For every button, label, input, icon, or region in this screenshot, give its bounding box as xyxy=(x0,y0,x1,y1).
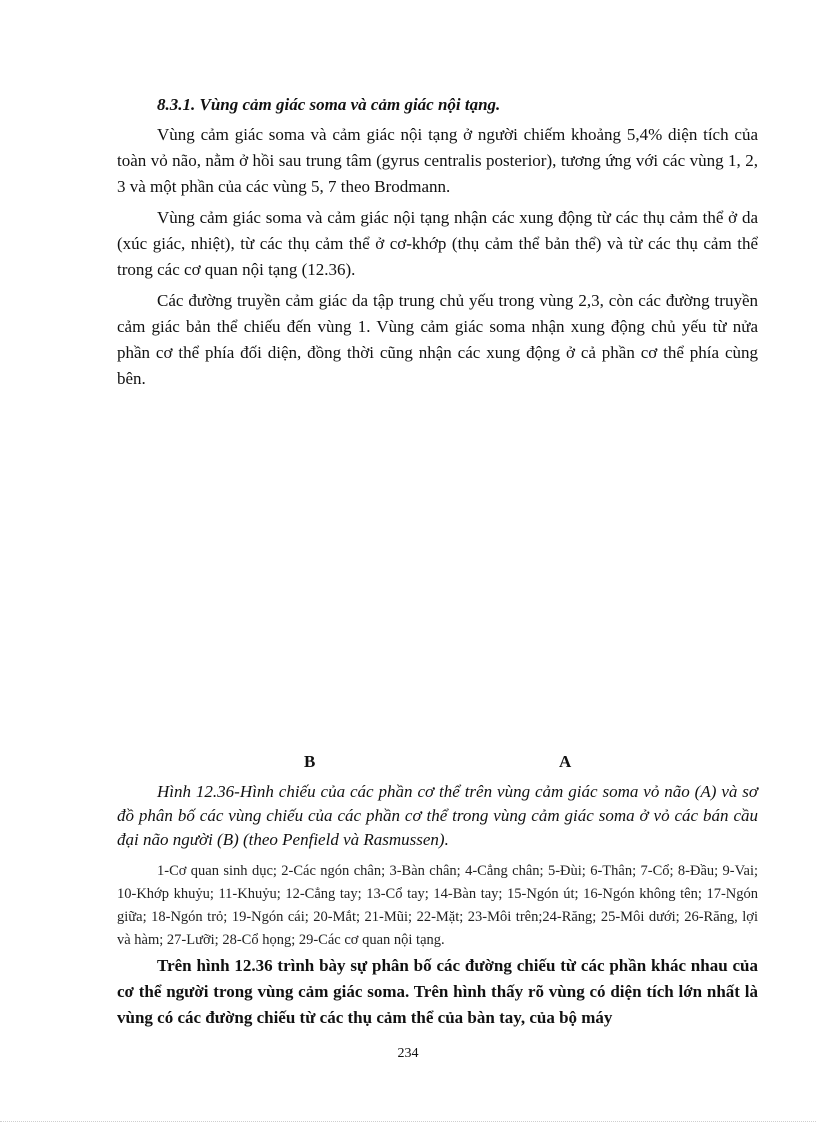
figure-label-a: A xyxy=(559,752,572,771)
paragraph-2: Vùng cảm giác soma và cảm giác nội tạng nhận các xung động từ các thụ cảm thể ở da (xúc giác, nhiệt), từ các thụ cảm thể ở cơ-khớp (thụ cảm thể bản thể) và từ các thụ cảm thể trong các cơ quan nội tạng (12.36). xyxy=(117,208,758,279)
figure-legend: 1-Cơ quan sinh dục; 2-Các ngón chân; 3-Bàn chân; 4-Cẳng chân; 5-Đùi; 6-Thân; 7-Cổ; 8-Đầu; 9-Vai; 10-Khớp khuỷu; 11-Khuỷu; 12-Cẳng tay; 13-Cổ tay; 14-Bàn tay; 15-Ngón út; 16-Ngón không tên; 17-Ngón giữa; 18-Ngón trỏ; 19-Ngón cái; 20-Mắt; 21-Mũi; 22-Mặt; 23-Môi trên;24-Răng; 25-Môi dưới; 26-Răng, lợi và hàm; 27-Lưỡi; 28-Cổ họng; 29-Các cơ quan nội tạng. xyxy=(117,863,758,948)
page-number: 234 xyxy=(397,1046,419,1061)
figure-label-b: B xyxy=(304,752,316,771)
section-heading: 8.3.1. Vùng cảm giác soma và cảm giác nội tạng. xyxy=(157,95,501,114)
paragraph-4: Trên hình 12.36 trình bày sự phân bố các đường chiếu từ các phần khác nhau của cơ thể người trong vùng cảm giác soma. Trên hình thấy rõ vùng có diện tích lớn nhất là vùng có các đường chiếu từ các thụ cảm thể của bàn tay, của bộ máy xyxy=(117,956,758,1027)
figure-caption: Hình 12.36-Hình chiếu của các phần cơ thể trên vùng cảm giác soma vỏ não (A) và sơ đồ phân bố các vùng chiếu của các phần cơ thể trong vùng cảm giác soma ở vỏ các bán cầu đại não người (B) (theo Penfield và Rasmussen). xyxy=(117,782,758,849)
paragraph-1: Vùng cảm giác soma và cảm giác nội tạng ở người chiếm khoảng 5,4% diện tích của toàn vỏ não, nằm ở hồi sau trung tâm (gyrus centralis posterior), tương ứng với các vùng 1, 2, 3 và một phần của các vùng 5, 7 theo Brodmann. xyxy=(117,125,758,196)
paragraph-3: Các đường truyền cảm giác da tập trung chủ yếu trong vùng 2,3, còn các đường truyền cảm giác bản thể chiếu đến vùng 1. Vùng cảm giác soma nhận xung động chủ yếu từ nửa phần cơ thể phía đối diện, đồng thời cũng nhận các xung động ở cả phần cơ thể phía cùng bên. xyxy=(117,291,758,388)
